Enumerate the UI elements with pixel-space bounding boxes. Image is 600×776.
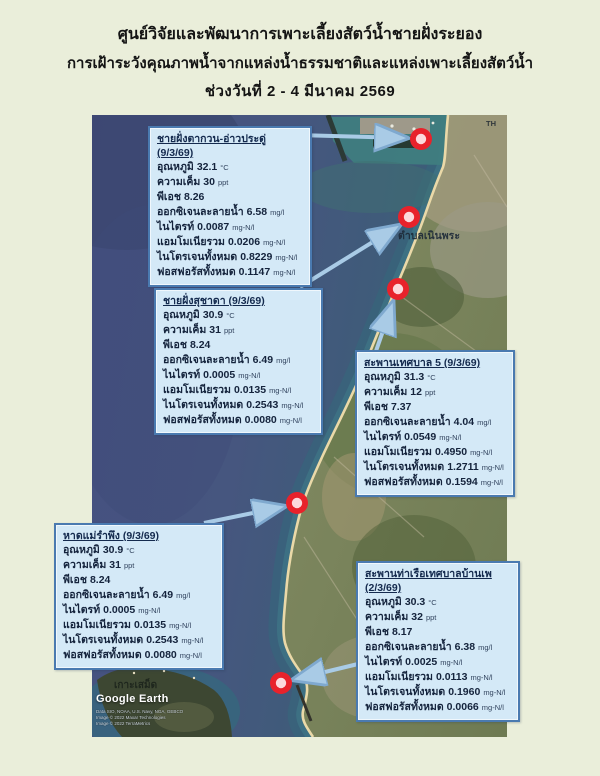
measure-value: 6.49 xyxy=(252,354,274,366)
measurement-row xyxy=(365,610,512,625)
boat-dot xyxy=(432,122,435,125)
measure-label: อุณหภูมิ xyxy=(63,544,100,556)
measure-value: 0.2543 xyxy=(146,634,179,646)
measure-label: อุณหภูมิ xyxy=(365,596,402,608)
measurement-row xyxy=(364,370,507,385)
measure-unit: mg-N/l xyxy=(138,606,161,615)
measurement-row xyxy=(63,648,216,663)
measure-unit: mg-N/l xyxy=(238,371,261,380)
measure-label: พีเอช xyxy=(63,574,87,586)
measure-value: 8.24 xyxy=(89,574,111,586)
measure-label: อุณหภูมิ xyxy=(163,309,200,321)
marker-bridge5 xyxy=(387,278,409,300)
measure-label: ไนโตรเจนทั้งหมด xyxy=(163,399,244,411)
measure-unit: mg-N/l xyxy=(481,703,504,712)
station-title: สะพานเทศบาล 5 (9/3/69) xyxy=(364,357,481,369)
measure-value: 0.1147 xyxy=(238,266,271,278)
measure-label: แอมโมเนียรวม xyxy=(63,619,131,631)
measure-unit: mg-N/l xyxy=(232,223,255,232)
measure-label: ความเค็ม xyxy=(63,559,107,571)
station-title: หาดแม่รำพึง (9/3/69) xyxy=(63,530,160,542)
measure-label: ไนไตรท์ xyxy=(63,604,101,616)
measure-unit: mg/l xyxy=(176,591,191,600)
measure-unit: ppt xyxy=(217,178,229,187)
measurement-row xyxy=(163,368,315,383)
measure-value: 0.1594 xyxy=(445,476,478,488)
measure-value: 6.38 xyxy=(454,641,476,653)
measure-unit: mg-N/l xyxy=(275,253,298,262)
measure-value: 0.0087 xyxy=(197,221,230,233)
measure-value: 8.26 xyxy=(183,191,205,203)
measurement-row xyxy=(364,400,507,415)
measure-label: แอมโมเนียรวม xyxy=(364,446,432,458)
measure-value: 12 xyxy=(410,386,422,398)
station-card-mae-rumphueng xyxy=(54,523,224,670)
measure-value: 0.2543 xyxy=(246,399,279,411)
measurement-row xyxy=(63,573,216,588)
measure-unit: mg-N/l xyxy=(439,433,462,442)
measure-value: 32.1 xyxy=(196,161,218,173)
measurement-row xyxy=(157,175,304,190)
measure-label: ไนโตรเจนทั้งหมด xyxy=(364,461,445,473)
measure-unit: mg-N/l xyxy=(269,386,292,395)
measurement-row xyxy=(163,353,315,368)
measurement-row xyxy=(63,603,216,618)
measure-unit: °C xyxy=(126,546,135,555)
measure-value: 31 xyxy=(109,559,121,571)
measure-label: ความเค็ม xyxy=(157,176,201,188)
measure-label: ไนโตรเจนทั้งหมด xyxy=(365,686,446,698)
map-corner-label: TH xyxy=(486,119,496,128)
measure-value: 32 xyxy=(411,611,423,623)
measurement-row xyxy=(157,235,304,250)
measure-unit: mg-N/l xyxy=(263,238,286,247)
measure-unit: °C xyxy=(427,373,436,382)
station-title: ชายฝั่งตากวน-อ่าวประดู่ xyxy=(157,133,266,145)
marker-ban-phe xyxy=(270,672,292,694)
measurement-row xyxy=(365,640,512,655)
measurement-row xyxy=(157,220,304,235)
measure-unit: mg-N/l xyxy=(440,658,463,667)
measure-label: ความเค็ม xyxy=(365,611,409,623)
measurement-row xyxy=(365,655,512,670)
measurement-row xyxy=(163,398,315,413)
measure-value: 0.0135 xyxy=(133,619,167,631)
measure-label: พีเอช xyxy=(364,401,388,413)
measure-label: ฟอสฟอรัสทั้งหมด xyxy=(365,701,444,713)
measurement-row xyxy=(364,385,507,400)
island-beach-dot xyxy=(133,672,135,674)
measure-value: 6.49 xyxy=(152,589,174,601)
measure-unit: mg/l xyxy=(276,356,291,365)
measure-label: แอมโมเนียรวม xyxy=(365,671,433,683)
measure-value: 8.17 xyxy=(391,626,413,638)
station-card-bridge5 xyxy=(355,350,515,497)
measurement-row xyxy=(163,338,315,353)
measure-label: ไนไตรท์ xyxy=(163,369,201,381)
measurement-row xyxy=(63,633,216,648)
island-label: เกาะเสม็ด xyxy=(114,680,158,691)
measure-label: ไนไตรท์ xyxy=(157,221,195,233)
google-earth-logo: Google Earth xyxy=(96,693,169,705)
measure-label: ออกซิเจนละลายน้ำ xyxy=(157,206,244,218)
measure-value: 0.0135 xyxy=(233,384,267,396)
station-date: (9/3/69) xyxy=(157,147,194,159)
measurement-row xyxy=(365,700,512,715)
measure-value: 0.0025 xyxy=(405,656,438,668)
measurement-row xyxy=(364,475,507,490)
measure-unit: mg-N/l xyxy=(470,673,493,682)
measure-unit: mg-N/l xyxy=(281,401,304,410)
measurement-row xyxy=(63,558,216,573)
station-card-suchada xyxy=(154,288,323,435)
measure-label: ออกซิเจนละลายน้ำ xyxy=(63,589,150,601)
measure-unit: mg/l xyxy=(477,418,492,427)
boat-dot xyxy=(390,124,393,127)
measure-label: ไนโตรเจนทั้งหมด xyxy=(157,251,238,263)
measure-value: 1.2711 xyxy=(447,461,479,473)
attribution-line: Image © 2022 TerraMetrics xyxy=(96,721,151,726)
measure-unit: mg/l xyxy=(270,208,285,217)
measure-label: ไนโตรเจนทั้งหมด xyxy=(63,634,144,646)
station-card-ban-phe xyxy=(356,561,520,722)
measurement-row xyxy=(63,588,216,603)
measure-value: 6.58 xyxy=(246,206,268,218)
station-title: สะพานท่าเรือเทศบาลบ้านเพ xyxy=(365,568,492,580)
measure-value: 30.9 xyxy=(202,309,224,321)
measurement-row xyxy=(163,413,315,428)
measure-unit: ppt xyxy=(223,326,235,335)
measure-value: 0.1960 xyxy=(448,686,481,698)
measure-unit: mg-N/l xyxy=(169,621,192,630)
measure-unit: ppt xyxy=(425,613,437,622)
measure-value: 0.0080 xyxy=(244,414,277,426)
marker-mae-rumphueng xyxy=(286,492,308,514)
measure-label: ไนไตรท์ xyxy=(364,431,402,443)
measure-unit: mg-N/l xyxy=(179,651,202,660)
measure-unit: mg-N/l xyxy=(181,636,204,645)
measure-unit: mg-N/l xyxy=(480,478,503,487)
island-beach-dot xyxy=(193,677,195,679)
measure-value: 30.9 xyxy=(102,544,124,556)
measure-value: 31 xyxy=(209,324,221,336)
measure-value: 30.3 xyxy=(404,596,426,608)
measure-value: 0.8229 xyxy=(240,251,273,263)
measure-unit: ppt xyxy=(424,388,436,397)
report-subtitle: การเฝ้าระวังคุณภาพน้ำจากแหล่งน้ำธรรมชาติและแหล่งเพาะเลี้ยงสัตว์น้ำ xyxy=(66,55,534,72)
measure-label: ฟอสฟอรัสทั้งหมด xyxy=(157,266,236,278)
measure-value: 8.24 xyxy=(189,339,211,351)
measurement-row xyxy=(157,160,304,175)
measurement-row xyxy=(364,460,507,475)
measurement-row xyxy=(365,670,512,685)
measurement-row xyxy=(163,383,315,398)
measure-unit: °C xyxy=(428,598,437,607)
measurement-row xyxy=(163,323,315,338)
measure-label: ฟอสฟอรัสทั้งหมด xyxy=(364,476,443,488)
measure-unit: mg-N/l xyxy=(470,448,493,457)
measure-unit: °C xyxy=(226,311,235,320)
measure-value: 4.04 xyxy=(453,416,475,428)
measure-label: แอมโมเนียรวม xyxy=(163,384,231,396)
measure-unit: mg-N/l xyxy=(483,688,506,697)
measure-label: ออกซิเจนละลายน้ำ xyxy=(364,416,451,428)
org-title: ศูนย์วิจัยและพัฒนาการเพาะเลี้ยงสัตว์น้ำชายฝั่งระยอง xyxy=(117,26,483,43)
station-title: ชายฝั่งสุชาดา (9/3/69) xyxy=(163,295,265,307)
measurement-row xyxy=(365,625,512,640)
measure-label: ฟอสฟอรัสทั้งหมด xyxy=(63,649,142,661)
measurement-row xyxy=(157,265,304,280)
date-range: ช่วงวันที่ 2 - 4 มีนาคม 2569 xyxy=(204,83,396,100)
measure-label: อุณหภูมิ xyxy=(364,371,401,383)
measure-label: อุณหภูมิ xyxy=(157,161,194,173)
measure-value: 0.4950 xyxy=(434,446,468,458)
measure-value: 31.3 xyxy=(403,371,425,383)
measure-label: พีเอช xyxy=(365,626,389,638)
measure-value: 0.0113 xyxy=(435,671,468,683)
measure-value: 0.0005 xyxy=(103,604,136,616)
marker-takuan xyxy=(410,128,432,150)
measure-value: 0.0206 xyxy=(227,236,261,248)
measure-unit: mg/l xyxy=(478,643,493,652)
island-beach-dot xyxy=(163,670,165,672)
measurement-row xyxy=(157,205,304,220)
measure-label: ความเค็ม xyxy=(163,324,207,336)
district-label: ตำบลเนินพระ xyxy=(398,230,460,242)
attribution-line: Image © 2022 Maxar Technologies xyxy=(96,715,166,720)
station-date: (2/3/69) xyxy=(365,582,402,594)
map-attribution xyxy=(96,709,183,727)
measure-unit: ppt xyxy=(123,561,135,570)
measure-value: 0.0066 xyxy=(446,701,479,713)
measure-value: 0.0005 xyxy=(203,369,236,381)
measure-label: พีเอช xyxy=(157,191,181,203)
measure-value: 7.37 xyxy=(390,401,412,413)
station-card-takuan xyxy=(148,126,312,287)
measure-label: ไนไตรท์ xyxy=(365,656,403,668)
measure-unit: °C xyxy=(220,163,229,172)
measure-label: ออกซิเจนละลายน้ำ xyxy=(163,354,250,366)
measure-value: 0.0549 xyxy=(404,431,437,443)
measure-label: ความเค็ม xyxy=(364,386,408,398)
measure-label: ออกซิเจนละลายน้ำ xyxy=(365,641,452,653)
measurement-row xyxy=(364,415,507,430)
measure-value: 0.0080 xyxy=(144,649,177,661)
measurement-row xyxy=(364,445,507,460)
page-title xyxy=(0,20,600,106)
attribution-line: Data SIO, NOAA, U.S. Navy, NGA, GEBCO xyxy=(96,709,184,714)
measure-unit: mg-N/l xyxy=(279,416,302,425)
measure-value: 30 xyxy=(203,176,215,188)
measure-unit: mg-N/l xyxy=(481,463,504,472)
measurement-row xyxy=(365,595,512,610)
measurement-row xyxy=(163,308,315,323)
measurement-row xyxy=(63,618,216,633)
measurement-row xyxy=(157,190,304,205)
measure-label: พีเอช xyxy=(163,339,187,351)
measurement-row xyxy=(364,430,507,445)
harbor-plume xyxy=(300,161,444,213)
measurement-row xyxy=(63,543,216,558)
measure-label: แอมโมเนียรวม xyxy=(157,236,225,248)
measurement-row xyxy=(157,250,304,265)
marker-suchada xyxy=(398,206,420,228)
measure-unit: mg-N/l xyxy=(273,268,296,277)
measurement-row xyxy=(365,685,512,700)
measure-label: ฟอสฟอรัสทั้งหมด xyxy=(163,414,242,426)
